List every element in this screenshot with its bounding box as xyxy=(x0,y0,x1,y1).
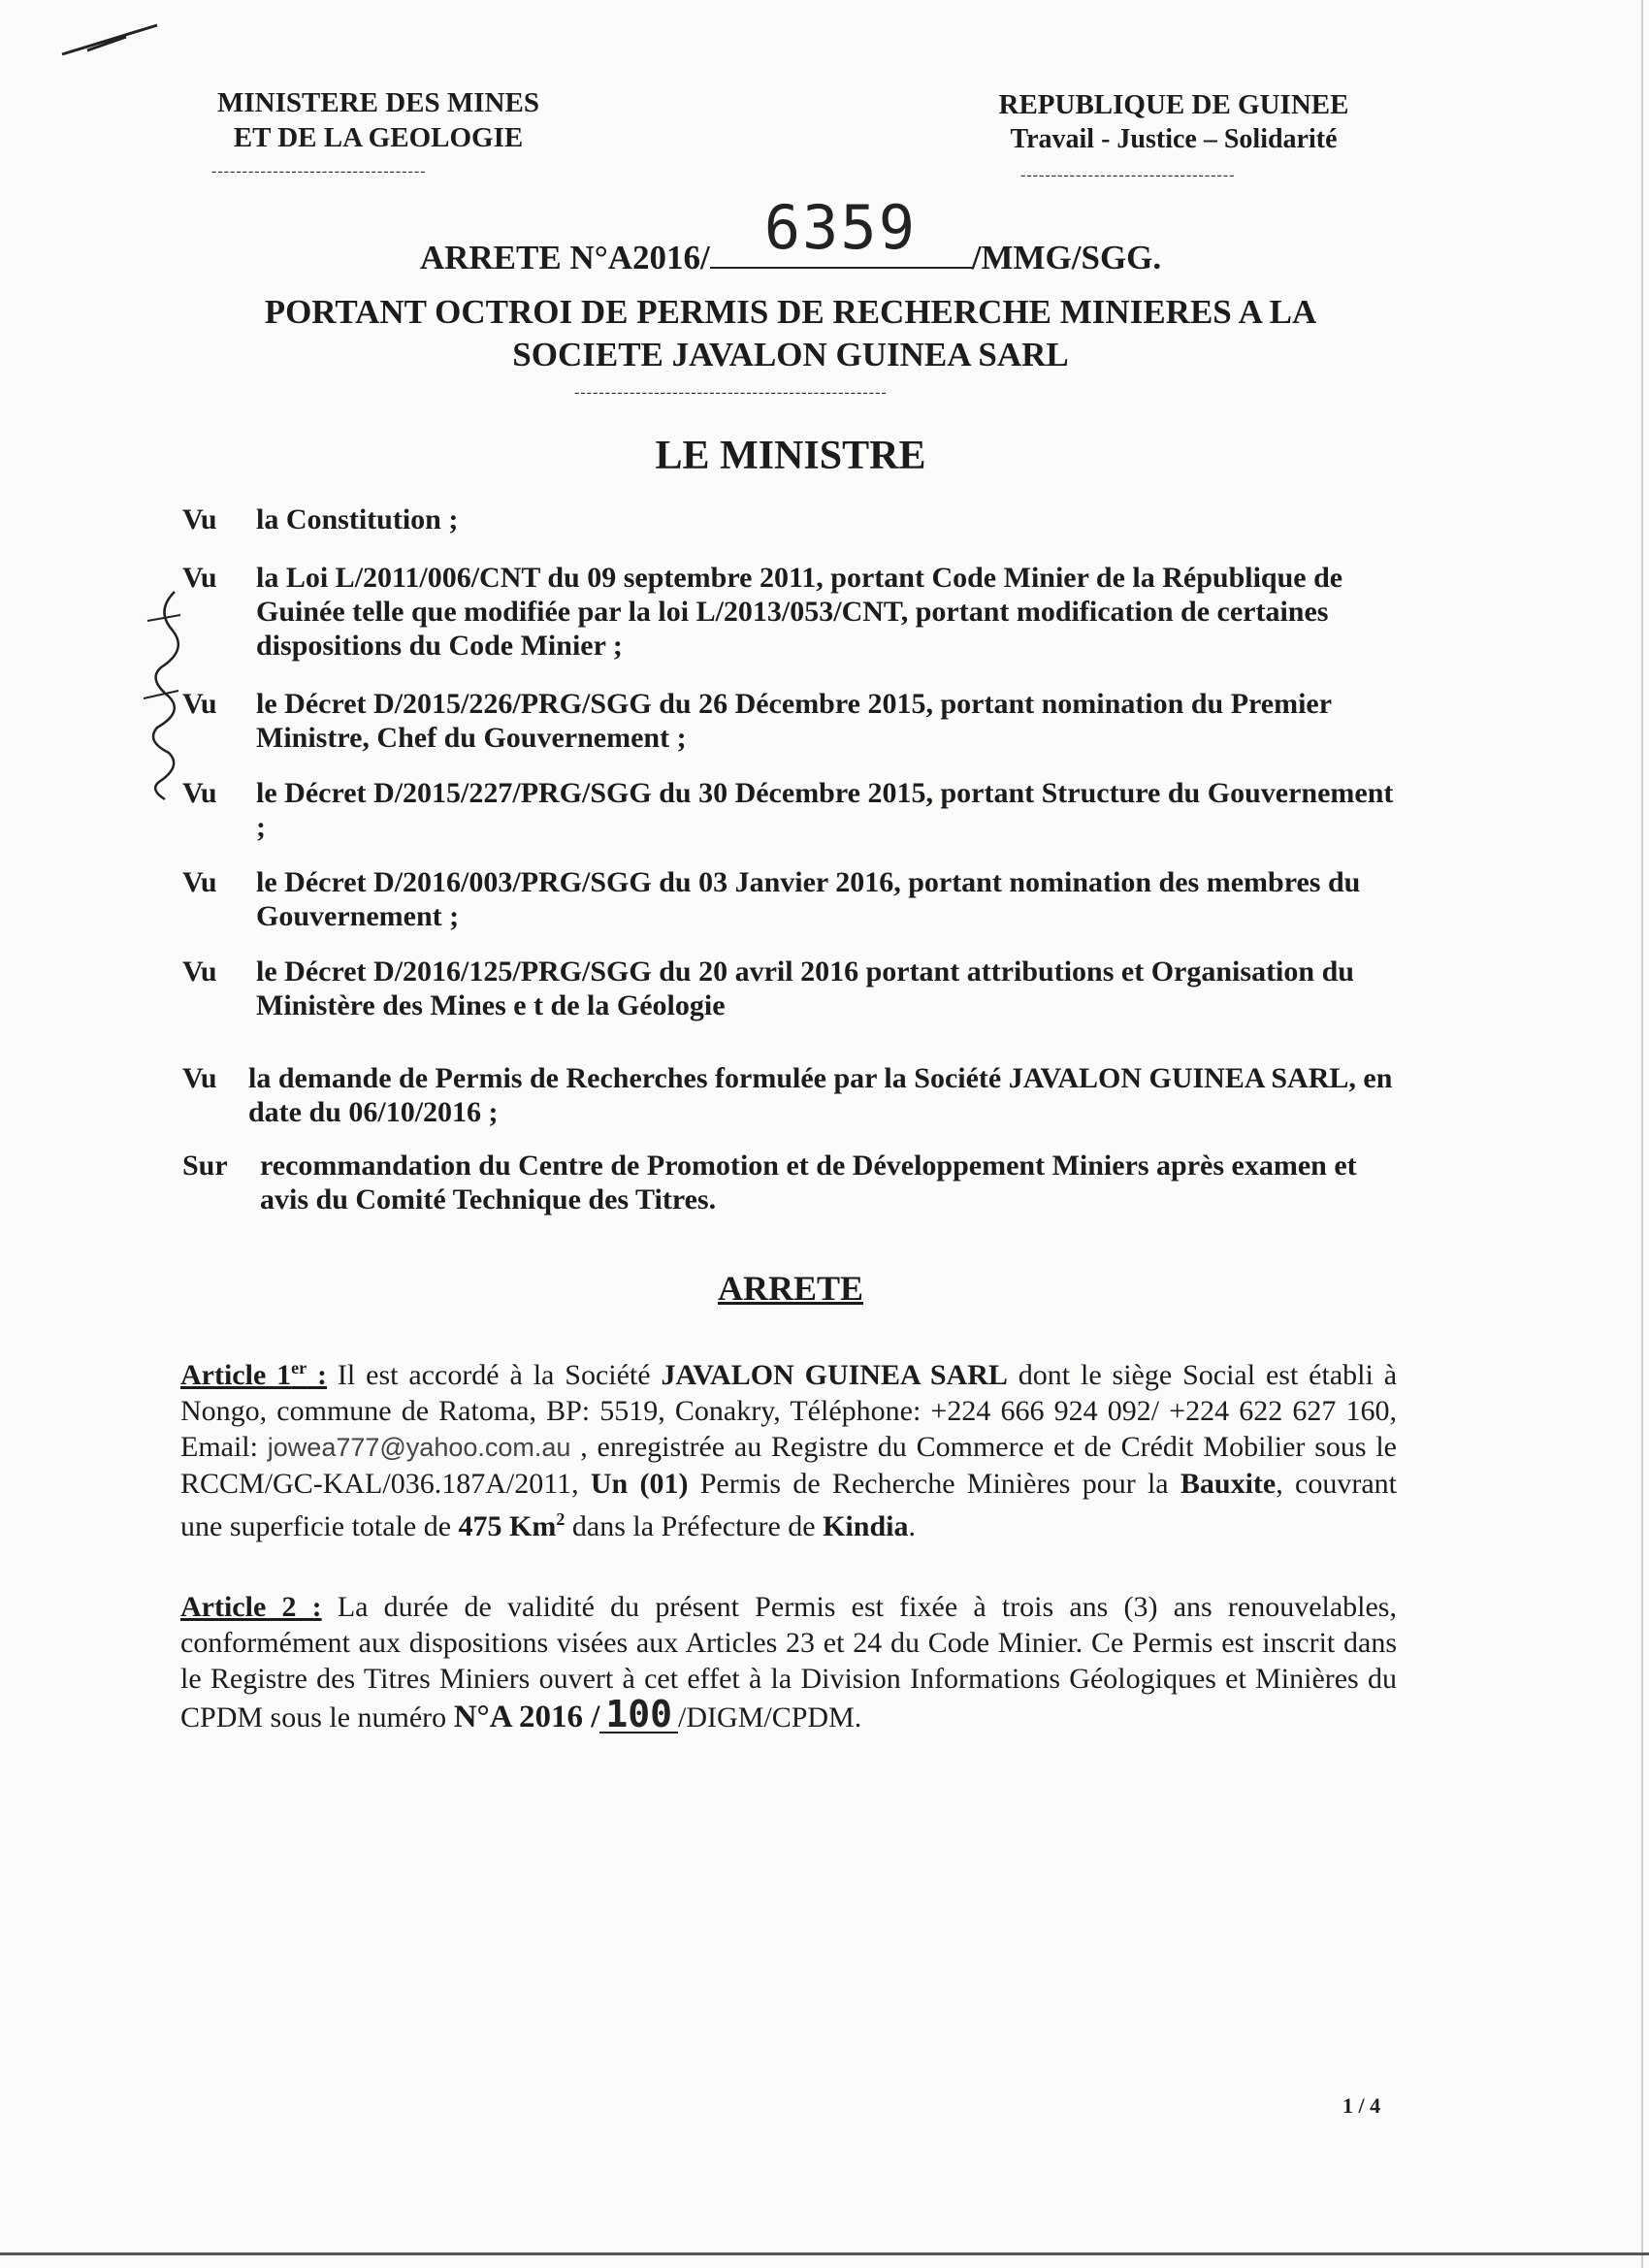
registry-ref-suffix: /DIGM/CPDM. xyxy=(678,1701,862,1733)
vu-item xyxy=(182,1061,1395,1129)
republic-underline: ----------------------------------- xyxy=(1020,167,1236,183)
vu-item xyxy=(182,955,1395,1022)
vu-text: le Décret D/2016/003/PRG/SGG du 03 Janvier 2016, portant nomination des membres du Gouvernement ; xyxy=(256,866,1361,932)
handwritten-registry-number: 100 xyxy=(599,1697,678,1733)
decree-subject-line2: SOCIETE JAVALON GUINEA SARL xyxy=(512,336,1069,373)
page-number: 1 / 4 xyxy=(1342,2093,1381,2118)
vu-text: la Constitution ; xyxy=(256,503,459,535)
vu-text: le Décret D/2015/226/PRG/SGG du 26 Décembre 2015, portant nomination du Premier Ministre, Chef du Gouvernement ; xyxy=(256,688,1332,754)
vu-keyword: Vu xyxy=(182,866,217,898)
scan-edge-right xyxy=(1641,0,1643,2268)
vu-item xyxy=(182,865,1395,933)
article-1-sup: er xyxy=(291,1358,307,1377)
handwritten-initials xyxy=(136,582,194,805)
permit-count: Un (01) xyxy=(590,1468,689,1500)
decree-suffix: /MMG/SGG. xyxy=(971,239,1162,276)
vu-keyword: Vu xyxy=(182,503,217,535)
article-2 xyxy=(180,1589,1397,1735)
vu-item xyxy=(182,561,1395,663)
vu-keyword: Vu xyxy=(182,562,217,594)
vu-keyword: Vu xyxy=(182,956,217,988)
company-email: jowea777@yahoo.com.au xyxy=(267,1433,571,1462)
vu-item xyxy=(182,687,1395,755)
decree-prefix: ARRETE N°A2016/ xyxy=(419,239,710,276)
republic-motto: Travail - Justice – Solidarité xyxy=(1010,124,1338,154)
decree-underline: --------------------------------------------------- xyxy=(574,384,888,401)
handwritten-decree-number: 6359 xyxy=(763,192,918,263)
ministry-name-line2: ET DE LA GEOLOGIE xyxy=(233,122,524,153)
registry-ref-prefix: N°A 2016 / xyxy=(453,1700,600,1734)
article-1-label: Article 1er : xyxy=(180,1358,328,1391)
vu-keyword: Vu xyxy=(182,688,217,720)
article-2-label: Article 2 : xyxy=(180,1591,322,1623)
decree-number-line xyxy=(146,192,1436,283)
permit-area: 475 Km$^2$ xyxy=(458,1509,566,1542)
article-1: Article 1er : Il est accordé à la Société JAVALON GUINEA SARL dont le siège Social est établi à Nongo, commune de Ratoma, BP: 5519, Conakry, Téléphone: +224 666 924 092/ +224 622 627 160, Email: jowea777@yahoo.com.au , enregistrée au Registre du Commerce et de Crédit Mobilier sous le RCCM/GC-KAL/036.187A/2011, Un (01) Permis de Recherche Minières pour la Bauxite, couvrant une superficie totale de 475 Km$^2$ dans la Préfecture de Kindia. xyxy=(180,1358,1398,1542)
vu-item xyxy=(182,776,1395,844)
scan-edge-bottom xyxy=(0,2252,1649,2255)
vu-text: le Décret D/2016/125/PRG/SGG du 20 avril 2016 portant attributions et Organisation du Ministère des Mines e t de la Géologie xyxy=(256,956,1354,1021)
decree-subject-line1: PORTANT OCTROI DE PERMIS DE RECHERCHE MINIERES A LA xyxy=(264,293,1317,331)
vu-text: recommandation du Centre de Promotion et de Développement Miniers après examen et avis du Comité Technique des Titres. xyxy=(260,1150,1357,1215)
vu-item xyxy=(182,1149,1395,1216)
vu-item xyxy=(182,502,1395,536)
corner-mark xyxy=(58,17,165,66)
company-name: JAVALON GUINEA SARL xyxy=(661,1359,1008,1391)
decision-heading: ARRETE xyxy=(717,1269,864,1308)
ministry-underline: ----------------------------------- xyxy=(211,163,427,179)
vu-keyword: Sur xyxy=(182,1150,228,1182)
vu-keyword: Vu xyxy=(182,777,217,809)
vu-text: le Décret D/2015/227/PRG/SGG du 30 Décembre 2015, portant Structure du Gouvernement ; xyxy=(256,777,1394,843)
mineral-type: Bauxite xyxy=(1180,1468,1277,1500)
republic-name: REPUBLIQUE DE GUINEE xyxy=(998,89,1349,120)
article-1-text: Il est accordé à la Société xyxy=(327,1359,662,1391)
article-2-text: La durée de validité du présent Permis est fixée à trois ans (3) ans renouvelables, conformément aux dispositions visées aux Articles 23 et 24 du Code Minier. Ce Permis est inscrit dans le Registre des Titres Miniers ouvert à cet effet à la Division Informations Géologiques et Minières du CPDM sous le numéro xyxy=(180,1591,1397,1733)
decree-number-field xyxy=(710,192,972,269)
ministry-name-line1: MINISTERE DES MINES xyxy=(217,87,539,118)
prefecture-name: Kindia xyxy=(823,1510,909,1542)
vu-text: la demande de Permis de Recherches formulée par la Société JAVALON GUINEA SARL, en date du 06/10/2016 ; xyxy=(248,1062,1393,1128)
vu-keyword: Vu xyxy=(182,1062,217,1094)
authority-heading: LE MINISTRE xyxy=(655,434,926,478)
vu-text: la Loi L/2011/006/CNT du 09 septembre 2011, portant Code Minier de la République de Guinée telle que modifiée par la loi L/2013/053/CNT, portant modification de certaines dispositions du Code Minier ; xyxy=(256,562,1343,662)
